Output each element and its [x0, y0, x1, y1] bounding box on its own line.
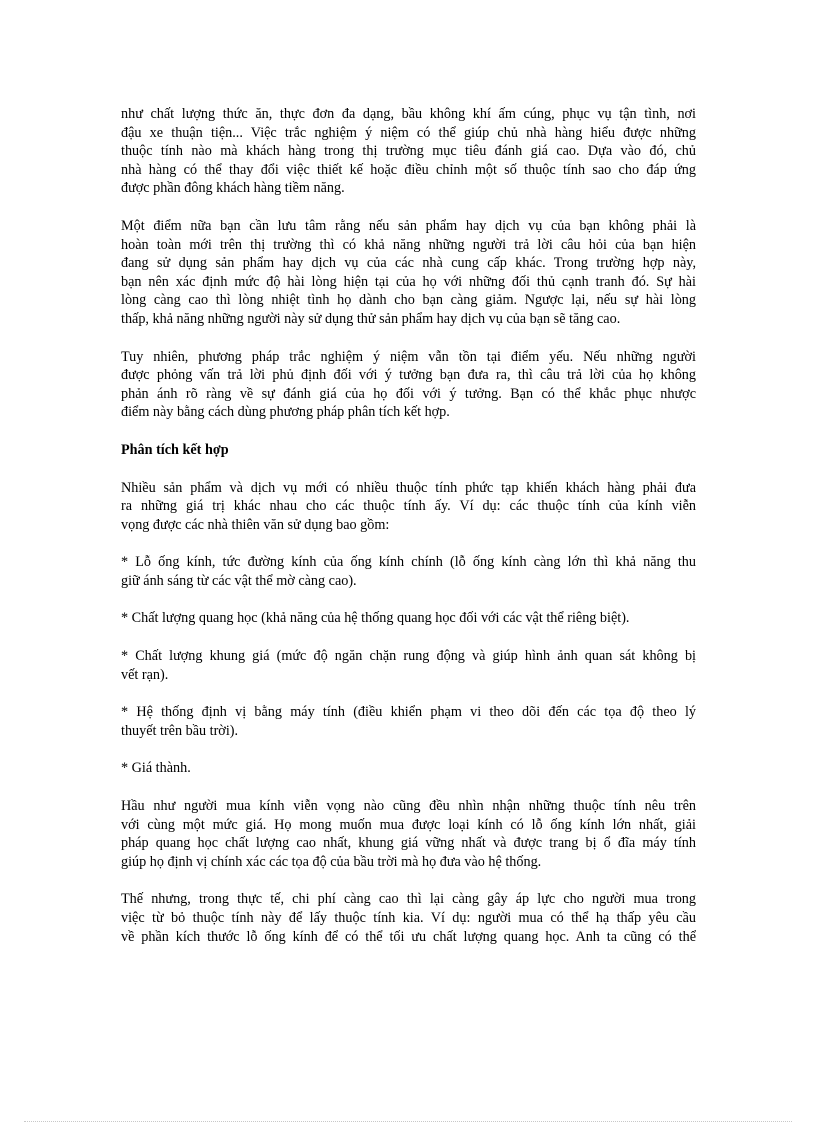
section-heading: Phân tích kết hợp [121, 441, 229, 458]
paragraph-restaurant-attributes [121, 105, 696, 198]
text-line: Thế nhưng, trong thực tế, chi phí càng cao thì lại càng gây áp lực cho người mua trong [121, 891, 696, 908]
text-line: đậu xe thuận tiện... Việc trắc nghiệm ý niệm có thể giúp chủ nhà hàng hiểu được những [121, 124, 696, 141]
bullet-mount [121, 647, 696, 684]
text-line: * Chất lượng quang học (khả năng của hệ thống quang học đối với các vật thể riêng biệt). [121, 610, 630, 627]
bullet-price [121, 759, 696, 778]
text-line: Nhiều sản phẩm và dịch vụ mới có nhiều thuộc tính phức tạp khiến khách hàng phải đưa [121, 479, 696, 496]
text-line: vết rạn). [121, 666, 169, 683]
text-line: giữ ánh sáng từ các vật thể mờ càng cao). [121, 572, 357, 589]
text-line: * Hệ thống định vị bằng máy tính (điều khiển phạm vi theo dõi đến các tọa độ theo lý [121, 704, 696, 721]
text-line: phản ánh rõ ràng về sự đánh giá của họ đối với ý tưởng. Bạn có thể khắc phục nhược [121, 385, 696, 402]
text-line: về phần kích thước lỗ ống kính để có thể tối ưu chất lượng quang học. Anh ta cũng có thể [121, 928, 696, 945]
text-line: Hầu như người mua kính viễn vọng nào cũng đều nhìn nhận những thuộc tính nêu trên [121, 798, 696, 815]
text-line: bạn nên xác định mức độ hài lòng hiện tại của họ với những đối thủ cạnh tranh đó. Sự hài [121, 273, 696, 290]
text-line: giúp họ định vị chính xác các tọa độ của bầu trời mà họ đưa vào hệ thống. [121, 853, 542, 870]
paragraph-competitor-satisfaction [121, 217, 696, 329]
text-line: đang sử dụng sản phẩm hay dịch vụ của các nhà cung cấp khác. Trong trường hợp này, [121, 255, 696, 272]
paragraph-conjoint-intro [121, 479, 696, 535]
paragraph-buyer-preferences [121, 797, 696, 871]
text-line: việc từ bỏ thuộc tính này để lấy thuộc tính kia. Ví dụ: người mua có thể hạ thấp yêu cầu [121, 910, 696, 926]
text-line: pháp quang học chất lượng cao nhất, khung giá vững nhất và được trang bị ổ đĩa máy tính [121, 835, 696, 852]
text-line: vọng được các nhà thiên văn sử dụng bao gồm: [121, 516, 390, 533]
text-line: * Giá thành. [121, 760, 191, 777]
text-line: với cùng một mức giá. Họ mong muốn mua được loại kính có lỗ ống kính lớn nhất, giải [121, 816, 696, 833]
bullet-aperture [121, 553, 696, 590]
text-line: như chất lượng thức ăn, thực đơn đa dạng, bầu không khí ấm cúng, phục vụ tận tình, nơi [121, 106, 696, 122]
text-line: ra những giá trị khác nhau cho các thuộc tính ấy. Ví dụ: các thuộc tính của kính viễn [121, 498, 696, 515]
page-bottom-divider [24, 1121, 792, 1122]
text-line: thấp, khả năng những người này sử dụng thử sản phẩm hay dịch vụ của bạn sẽ tăng cao. [121, 310, 621, 327]
text-line: lòng càng cao thì lòng nhiệt tình họ dành cho bạn càng giảm. Ngược lại, nếu sự hài lòng [121, 292, 696, 309]
text-line: nhà hàng có thể thay đổi việc thiết kế hoặc điều chỉnh một số thuộc tính sao cho đáp ứng [121, 161, 696, 178]
text-line: được phỏng vấn trả lời phủ định đối với ý tưởng bạn đưa ra, thì câu trả lời của họ không [121, 367, 696, 384]
text-line: thuyết trên bầu trời). [121, 722, 239, 739]
bullet-optics [121, 609, 696, 628]
text-line: điểm này bằng cách dùng phương pháp phân tích kết hợp. [121, 404, 450, 421]
text-line: hoàn toàn mới trên thị trường thì có khả năng những người trả lời câu hỏi của bạn hiện [121, 236, 696, 253]
paragraph-tradeoffs [121, 890, 696, 946]
text-line: được phần đông khách hàng tiềm năng. [121, 180, 345, 197]
document-page [121, 105, 696, 965]
paragraph-concept-test-weakness [121, 348, 696, 422]
bullet-computer-positioning [121, 703, 696, 740]
text-line: * Chất lượng khung giá (mức độ ngăn chặn rung động và giúp hình ảnh quan sát không bị [121, 648, 696, 665]
text-line: Một điểm nữa bạn cần lưu tâm rằng nếu sản phẩm hay dịch vụ của bạn không phải là [121, 217, 696, 234]
text-line: * Lỗ ống kính, tức đường kính của ống kính chính (lỗ ống kính càng lớn thì khả năng thu [121, 554, 696, 571]
text-line: thuộc tính nào mà khách hàng trong thị trường mục tiêu đánh giá cao. Dựa vào đó, chủ [121, 143, 696, 160]
text-line: Tuy nhiên, phương pháp trắc nghiệm ý niệm vẫn tồn tại điểm yếu. Nếu những người [121, 348, 696, 365]
